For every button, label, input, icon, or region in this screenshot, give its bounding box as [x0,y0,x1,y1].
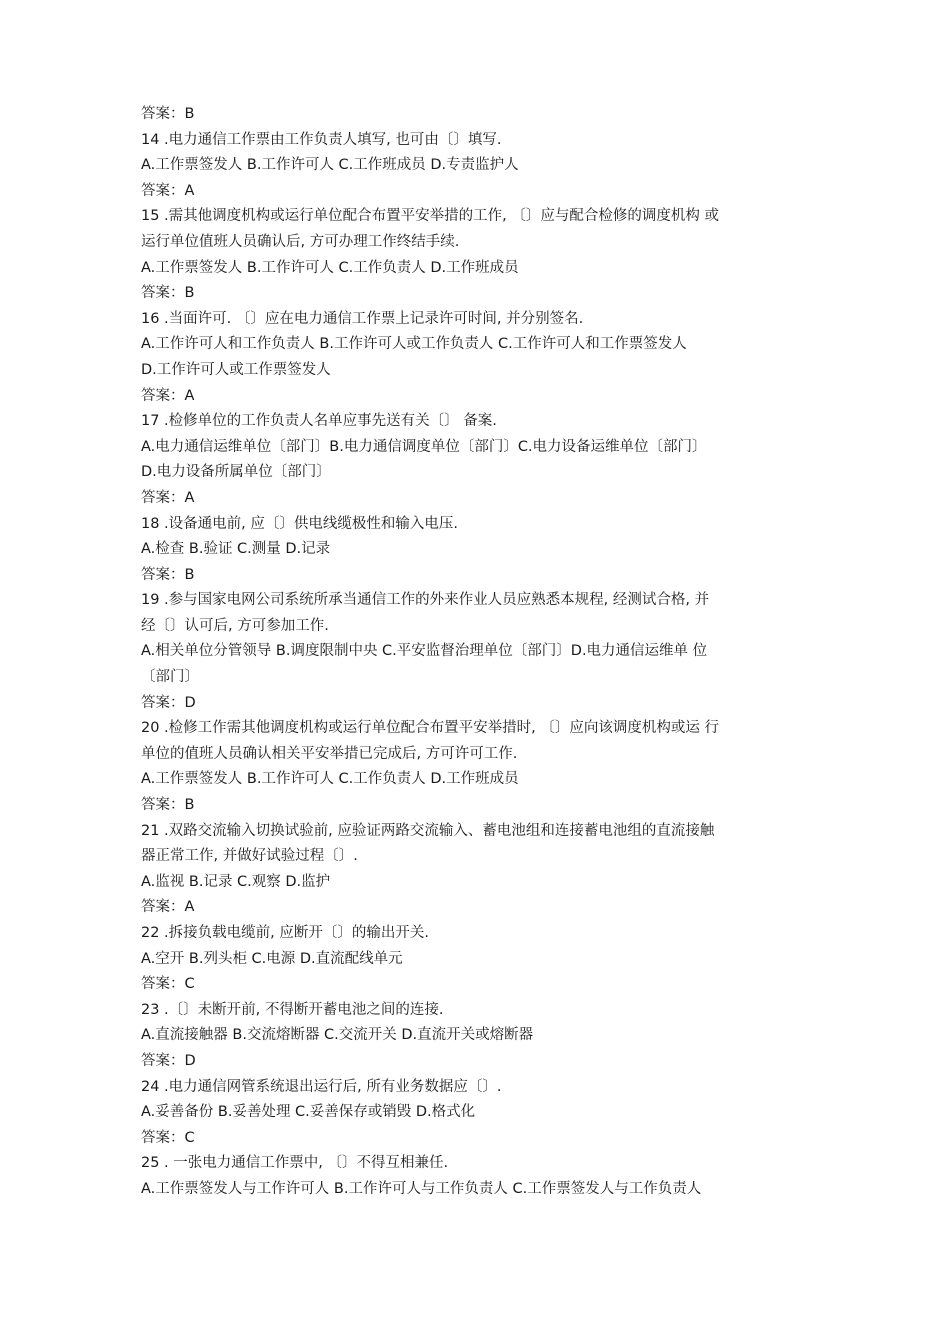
question-line: 经〔〕认可后, 方可参加工作. [141,617,329,634]
question-line: 24 .电力通信网管系统退出运行后, 所有业务数据应〔〕. [141,1078,502,1095]
options-line: D.工作许可人或工作票签发人 [141,361,331,378]
answer-line: 答案：A [141,387,195,404]
question-line: 22 .拆接负载电缆前, 应断开〔〕的输出开关. [141,925,429,941]
question-line: 16 .当面许可. 〔〕应在电力通信工作票上记录许可时间, 并分别签名. [141,310,584,327]
answer-line: 答案：B [141,566,195,583]
question-line: 21 .双路交流输入切换试验前, 应验证两路交流输入、蓄电池组和连接蓄电池组的直流接触 [141,822,715,839]
options-line: A.工作票签发人 B.工作许可人 C.工作负责人 D.工作班成员 [141,259,519,276]
answer-line: 答案：C [141,1129,195,1146]
question-line: 17 .检修单位的工作负责人名单应事先送有关〔〕 备案. [141,413,497,430]
answer-line: 答案：D [141,694,196,711]
options-line: A.检查 B.验证 C.测量 D.记录 [141,541,331,558]
options-line: A.监视 B.记录 C.观察 D.监护 [141,873,331,890]
question-line: 20 .检修工作需其他调度机构或运行单位配合布置平安举措时, 〔〕应向该调度机构或运 行 [141,720,719,737]
options-line: A.工作票签发人 B.工作许可人 C.工作负责人 D.工作班成员 [141,771,519,788]
question-line: 25 . 一张电力通信工作票中, 〔〕不得互相兼任. [141,1155,449,1172]
options-line: A.电力通信运维单位〔部门〕B.电力通信调度单位〔部门〕C.电力设备运维单位〔部门〕 [141,438,707,455]
question-line: 器正常工作, 并做好试验过程〔〕. [141,848,358,865]
answer-line: 答案：A [141,899,195,916]
options-line: A.工作票签发人 B.工作许可人 C.工作班成员 D.专责监护人 [141,157,519,174]
answer-line: 答案：A [141,489,195,506]
text-line: 答案：B [141,106,195,122]
options-line: A.工作许可人和工作负责人 B.工作许可人或工作负责人 C.工作许可人和工作票签发人 [141,336,687,353]
question-line: 15 .需其他调度机构或运行单位配合布置平安举措的工作, 〔〕应与配合检修的调度机构 或 [141,208,719,225]
question-list [141,102,831,1203]
question-line: 单位的值班人员确认相关平安举措已完成后, 方可许可工作. [141,745,518,762]
question-line: 18 .设备通电前, 应〔〕供电线缆极性和输入电压. [141,515,458,532]
question-line: 23 .〔〕未断开前, 不得断开蓄电池之间的连接. [141,1001,444,1018]
question-line: 19 .参与国家电网公司系统所承当通信工作的外来作业人员应熟悉本规程, 经测试合格, 并 [141,592,710,609]
options-line: A.工作票签发人与工作许可人 B.工作许可人与工作负责人 C.工作票签发人与工作负责人 [141,1180,702,1197]
options-line: D.电力设备所属单位〔部门〕 [141,464,331,481]
question-line: 运行单位值班人员确认后, 方可办理工作终结手续. [141,233,460,250]
answer-line: 答案：A [141,182,195,199]
options-line: 〔部门〕 [141,669,199,686]
options-line: A.直流接触器 B.交流熔断器 C.交流开关 D.直流开关或熔断器 [141,1027,534,1044]
answer-line: 答案：B [141,797,195,814]
options-line: A.相关单位分管领导 B.调度限制中央 C.平安监督治理单位〔部门〕D.电力通信运维单 位 [141,643,708,660]
answer-line: 答案：B [141,285,195,302]
options-line: A.妥善备份 B.妥善处理 C.妥善保存或销毁 D.格式化 [141,1104,476,1121]
answer-line: 答案：D [141,1052,196,1069]
question-line: 14 .电力通信工作票由工作负责人填写, 也可由〔〕填写. [141,131,502,148]
answer-line: 答案：C [141,976,195,993]
options-line: A.空开 B.列头柜 C.电源 D.直流配线单元 [141,950,403,967]
